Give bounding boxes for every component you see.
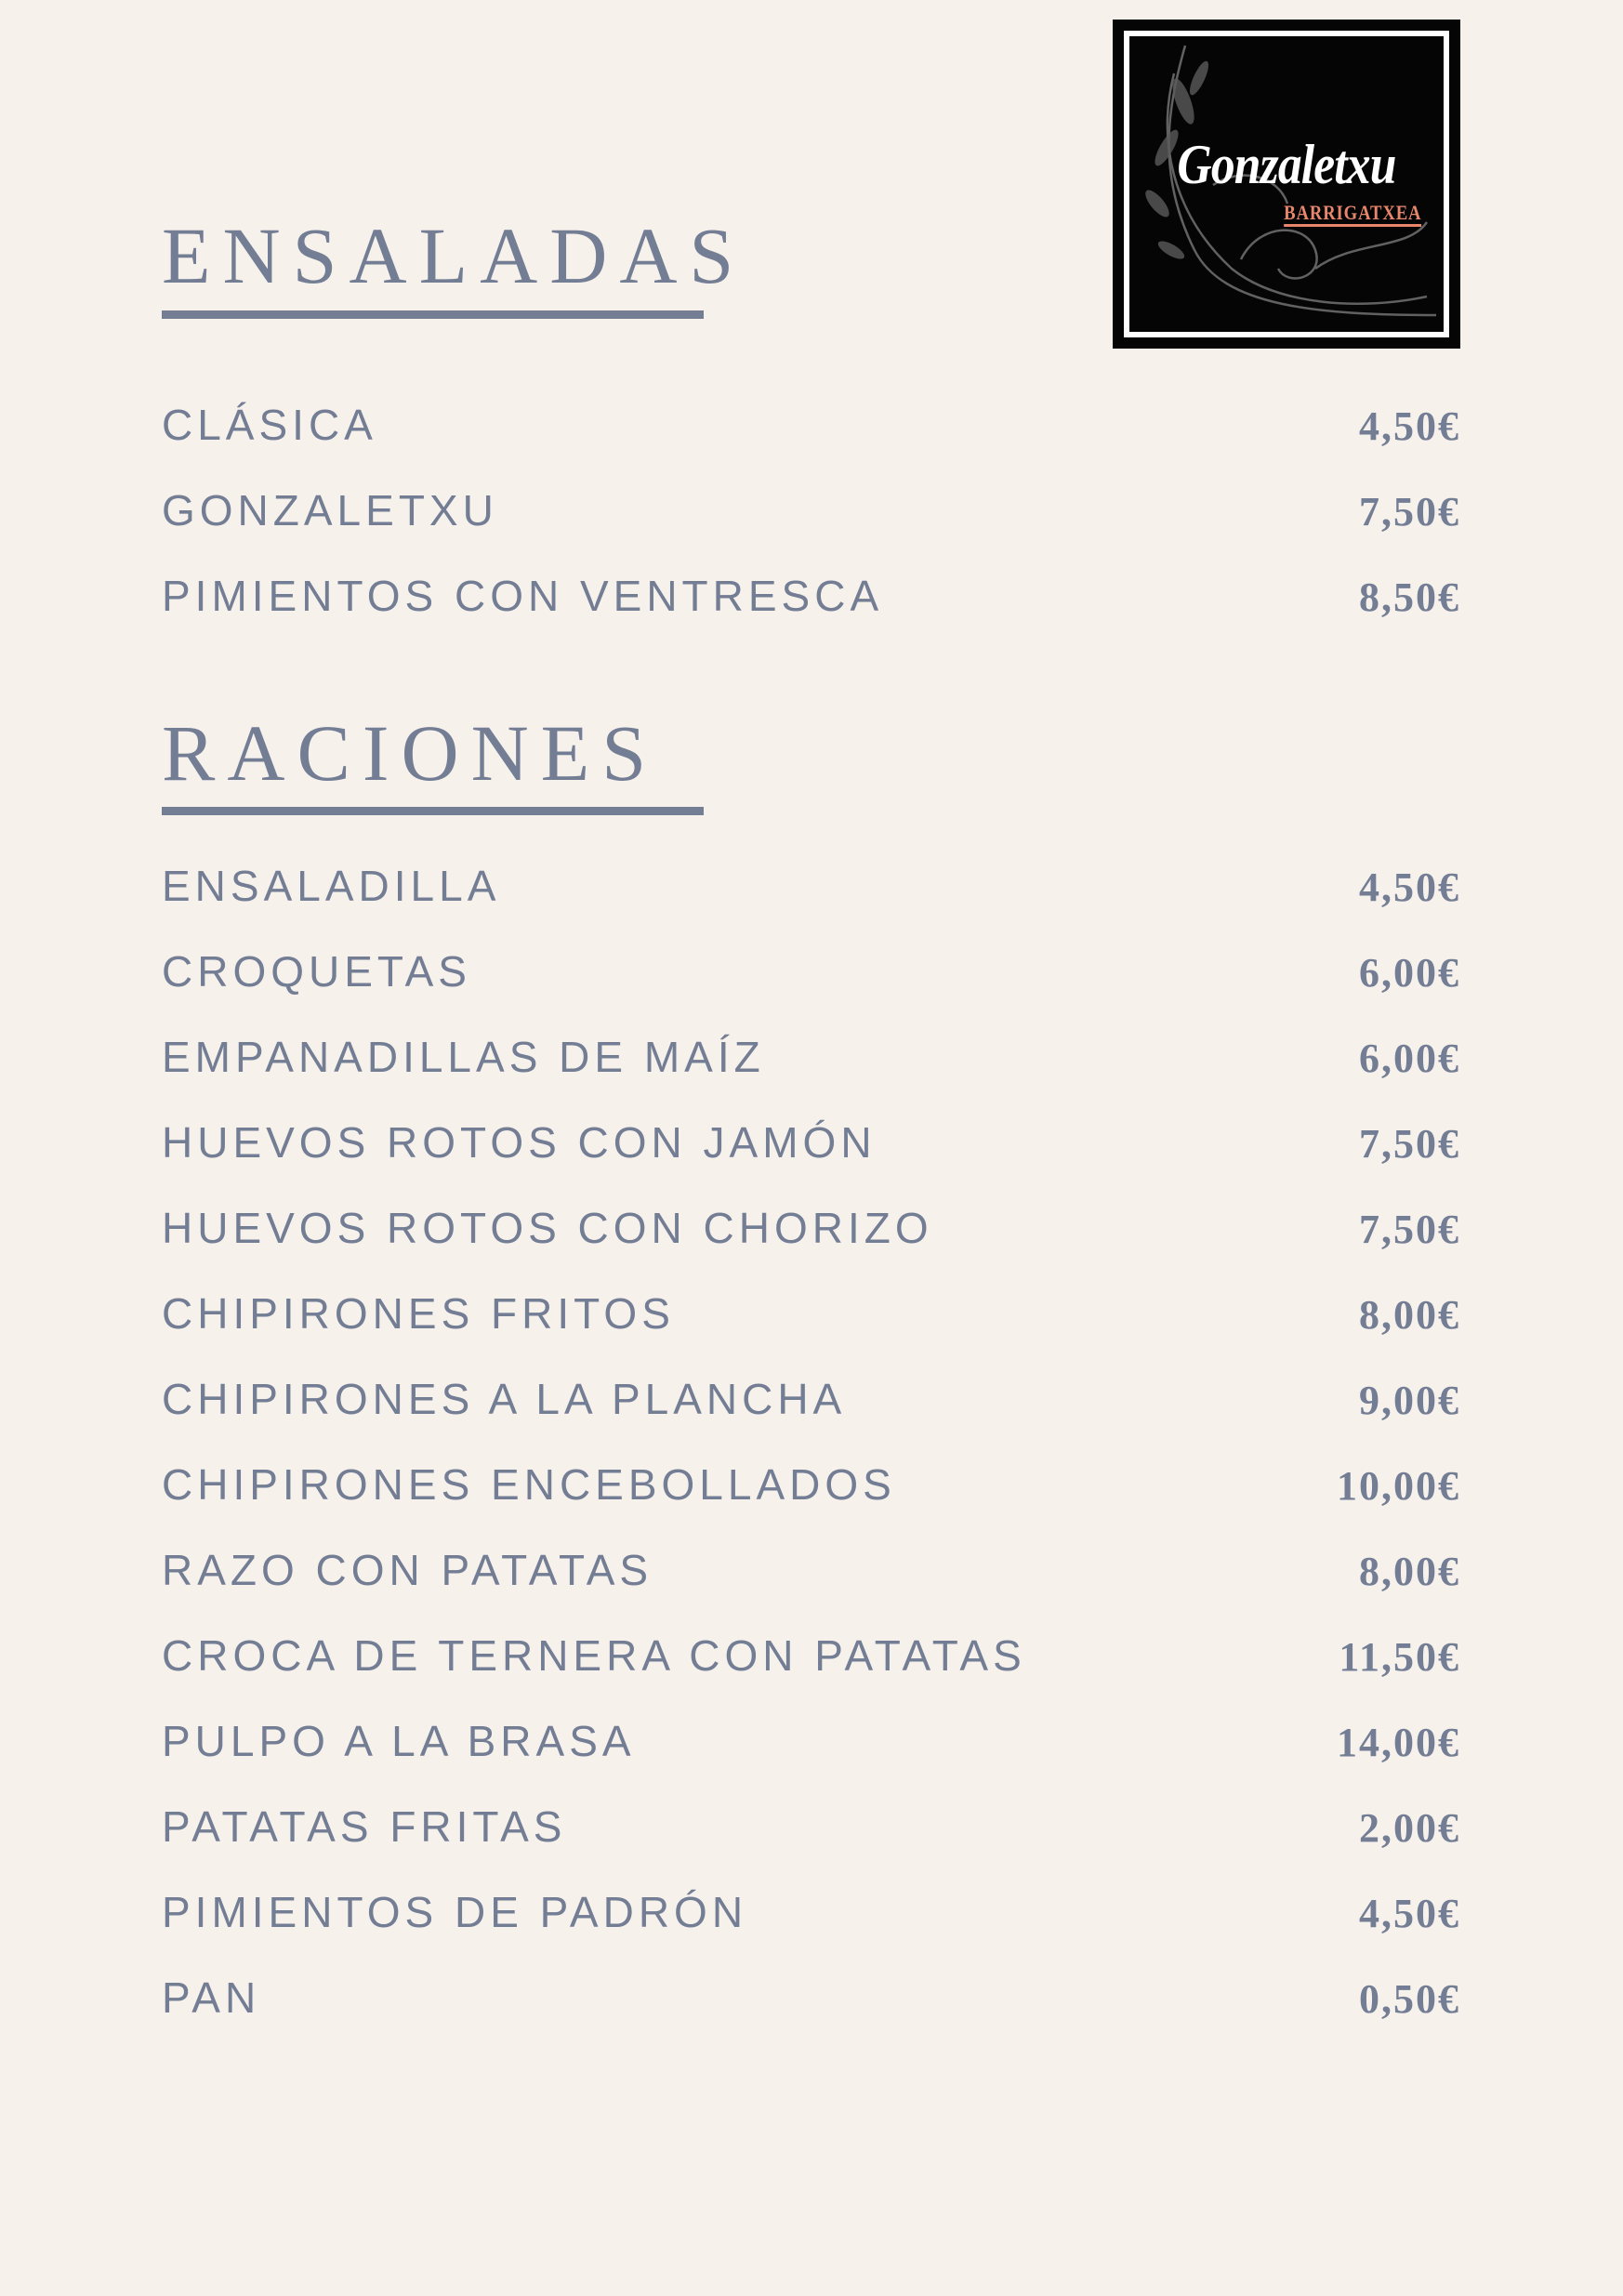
item-name: PIMIENTOS CON VENTRESCA (162, 572, 884, 620)
menu-item (162, 1458, 1460, 1544)
menu-item (162, 860, 1460, 945)
item-price: 7,50€ (1359, 1207, 1460, 1252)
item-price: 14,00€ (1337, 1720, 1460, 1765)
menu-item (162, 1116, 1460, 1202)
item-price: 11,50€ (1339, 1634, 1460, 1680)
section-divider (162, 310, 704, 319)
item-price: 6,00€ (1359, 1036, 1460, 1081)
section-title-raciones: RACIONES (162, 708, 659, 798)
item-name: RAZO CON PATATAS (162, 1546, 653, 1594)
item-price: 7,50€ (1359, 489, 1460, 534)
item-price: 4,50€ (1359, 403, 1460, 449)
item-name: HUEVOS ROTOS CON JAMÓN (162, 1118, 877, 1167)
item-price: 8,00€ (1359, 1549, 1460, 1594)
menu-item (162, 570, 1460, 655)
menu-item (162, 484, 1460, 570)
menu-item (162, 1373, 1460, 1458)
item-name: CHIPIRONES ENCEBOLLADOS (162, 1460, 896, 1509)
logo-name: Gonzaletxu (1177, 134, 1396, 195)
item-name: CROQUETAS (162, 947, 471, 996)
section-title-ensaladas: ENSALADAS (162, 211, 746, 300)
item-price: 6,00€ (1359, 950, 1460, 996)
menu-item (162, 1886, 1460, 1972)
item-name: CROCA DE TERNERA CON PATATAS (162, 1631, 1026, 1680)
menu-item (162, 1287, 1460, 1373)
item-name: CHIPIRONES A LA PLANCHA (162, 1375, 847, 1423)
item-name: EMPANADILLAS DE MAÍZ (162, 1033, 765, 1081)
item-price: 4,50€ (1359, 864, 1460, 910)
item-name: GONZALETXU (162, 486, 498, 534)
ensaladas-list (162, 399, 1460, 655)
menu-item (162, 1202, 1460, 1287)
restaurant-logo (1113, 20, 1460, 349)
item-price: 8,50€ (1359, 574, 1460, 620)
item-price: 4,50€ (1359, 1891, 1460, 1936)
menu-item (162, 399, 1460, 484)
item-price: 9,00€ (1359, 1378, 1460, 1423)
item-name: PATATAS FRITAS (162, 1802, 567, 1851)
item-price: 0,50€ (1359, 1976, 1460, 2022)
menu-item (162, 1715, 1460, 1801)
item-name: ENSALADILLA (162, 862, 501, 910)
menu-item (162, 1544, 1460, 1630)
item-price: 7,50€ (1359, 1121, 1460, 1167)
item-price: 10,00€ (1337, 1463, 1460, 1509)
item-name: CHIPIRONES FRITOS (162, 1289, 675, 1338)
item-name: PULPO A LA BRASA (162, 1717, 636, 1765)
logo-subtitle: BARRIGATXEA (1284, 202, 1421, 227)
raciones-list (162, 860, 1460, 2057)
section-divider (162, 807, 704, 815)
item-name: PIMIENTOS DE PADRÓN (162, 1888, 748, 1936)
menu-item (162, 1972, 1460, 2057)
item-name: PAN (162, 1973, 261, 2022)
menu-item (162, 1801, 1460, 1886)
menu-item (162, 945, 1460, 1031)
item-name: CLÁSICA (162, 401, 377, 449)
menu-item (162, 1630, 1460, 1715)
item-name: HUEVOS ROTOS CON CHORIZO (162, 1204, 933, 1252)
item-price: 2,00€ (1359, 1805, 1460, 1851)
item-price: 8,00€ (1359, 1292, 1460, 1338)
menu-item (162, 1031, 1460, 1116)
